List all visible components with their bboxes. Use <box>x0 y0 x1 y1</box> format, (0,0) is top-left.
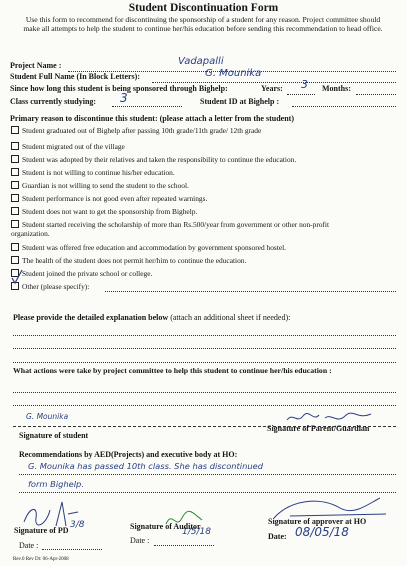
class-value[interactable]: 3 <box>120 91 128 105</box>
reason-text: Student started receiving the scholarship of more than Rs.500/year from government or other non-profit organization. <box>11 220 330 238</box>
project-name-value[interactable]: Vadapalli <box>178 56 224 67</box>
explanation-line <box>13 348 396 349</box>
project-name-label: Project Name : <box>10 61 62 70</box>
recommendation-line <box>19 492 396 493</box>
explanation-row <box>13 313 290 322</box>
class-label: Class currently studying: <box>10 97 97 106</box>
reason-text: Student graduated out of Bighelp after passing 10th grade/11th grade/ 12th grade <box>22 126 262 135</box>
reason-option[interactable] <box>11 181 401 191</box>
form-intro: Use this form to recommend for discontinuing the sponsorship of a student for any reason. Project committee should make all attempts to help the student to continue her/his education before sending this recommendation to head office. <box>23 15 383 34</box>
reason-option[interactable] <box>11 220 359 238</box>
auditor-date-line <box>154 545 214 546</box>
student-name-line <box>152 82 396 83</box>
reason-note: (please attach a letter from the student) <box>159 114 294 123</box>
reason-option[interactable] <box>11 207 401 217</box>
checkbox[interactable] <box>11 155 19 163</box>
student-id-label: Student ID at Bighelp : <box>200 97 280 106</box>
checkbox[interactable] <box>11 207 19 215</box>
reason-text: The health of the student does not permit her/him to continue the education. <box>22 256 247 265</box>
form-title: Student Discontinuation Form <box>128 2 279 14</box>
actions-line <box>13 405 396 406</box>
auditor-date-label: Date : <box>130 536 150 545</box>
reason-option[interactable] <box>11 155 401 165</box>
reason-text: Student was offered free education and accommodation by government sponsored hostel. <box>22 243 287 252</box>
pd-date-line <box>42 549 102 550</box>
approver-date-label: Date: <box>268 532 287 541</box>
student-name-value[interactable]: G. Mounika <box>205 68 262 79</box>
student-id-line <box>292 106 396 107</box>
other-specify-line <box>105 291 396 292</box>
years-value[interactable]: 3 <box>301 78 308 91</box>
student-name-label: Student Full Name (In Block Letters): <box>10 72 140 81</box>
checkbox[interactable] <box>11 181 19 189</box>
reason-text: Student was adopted by their relatives and taken the responsibility to continue the education. <box>22 155 297 164</box>
duration-label: Since how long this student is being sponsored through Bighelp: <box>10 84 228 93</box>
reason-text: Student is not willing to continue his/her education. <box>22 168 175 177</box>
actions-line <box>13 392 396 393</box>
checkbox[interactable] <box>11 168 19 176</box>
recommendation-line <box>19 474 396 475</box>
guardian-signature-label: Signature of Parent/Guardian <box>267 424 370 433</box>
student-signature-label: Signature of student <box>19 431 89 440</box>
months-line <box>356 94 396 95</box>
checkbox[interactable] <box>11 194 19 202</box>
actions-heading: What actions were take by project committee to help this student to continue her/his education : <box>13 366 332 375</box>
checkbox[interactable] <box>11 256 19 264</box>
reason-heading: Primary reason to discontinue this student: <box>10 114 158 123</box>
auditor-signature-label: Signature of Auditor <box>130 522 201 531</box>
approver-date-value[interactable]: 08/05/18 <box>295 525 349 539</box>
recommendation-line-1[interactable]: G. Mounika has passed 10th class. She has discontinued <box>28 461 263 471</box>
pd-signature-value[interactable]: 3/8 <box>70 520 85 530</box>
checkbox[interactable] <box>11 243 19 251</box>
reason-option[interactable] <box>11 142 401 152</box>
recommendation-label: Recommendations by AED(Projects) and executive body at HO: <box>19 450 238 459</box>
explanation-line <box>13 362 396 363</box>
auditor-signature-value[interactable]: 1/5/18 <box>182 527 211 537</box>
reason-option[interactable] <box>11 243 401 253</box>
reason-option[interactable] <box>11 194 401 204</box>
checkbox[interactable] <box>11 126 19 134</box>
reason-text: Student migrated out of the village <box>22 142 125 151</box>
reason-option[interactable] <box>11 256 401 266</box>
reason-text: Student does not want to get the sponsorship from Bighelp. <box>22 207 198 216</box>
reason-text: Student performance is not good even after repeated warnings. <box>22 194 208 203</box>
form-footer: Rev.0 Rev Dt: 06-Apr-2008 <box>13 557 69 562</box>
explanation-heading: Please provide the detailed explanation below <box>13 313 169 322</box>
reason-option[interactable] <box>11 269 401 279</box>
approver-signature-label: Signature of approver at HO <box>268 517 367 526</box>
reason-text: Student joined the private school or college. <box>22 269 153 278</box>
checkbox[interactable] <box>11 142 19 150</box>
pd-signature-label: Signature of PD <box>14 526 69 535</box>
student-signature[interactable]: G. Mounika <box>26 412 69 421</box>
reason-text: Other (please specify): <box>22 282 90 291</box>
checkbox[interactable] <box>11 220 19 228</box>
months-label: Months: <box>322 84 351 93</box>
explanation-note: (attach an additional sheet if needed): <box>170 313 291 322</box>
pd-date-label: Date : <box>19 541 39 550</box>
years-line <box>287 94 315 95</box>
years-label: Years: <box>261 84 283 93</box>
reason-option[interactable] <box>11 126 401 136</box>
reason-heading-row <box>10 114 294 123</box>
reason-option[interactable] <box>11 168 401 178</box>
checkmark-icon <box>10 268 24 288</box>
recommendation-line-2[interactable]: form Bighelp. <box>28 479 84 489</box>
explanation-line <box>13 335 396 336</box>
reason-text: Guardian is not willing to send the student to the school. <box>22 181 189 190</box>
class-line <box>112 106 182 107</box>
